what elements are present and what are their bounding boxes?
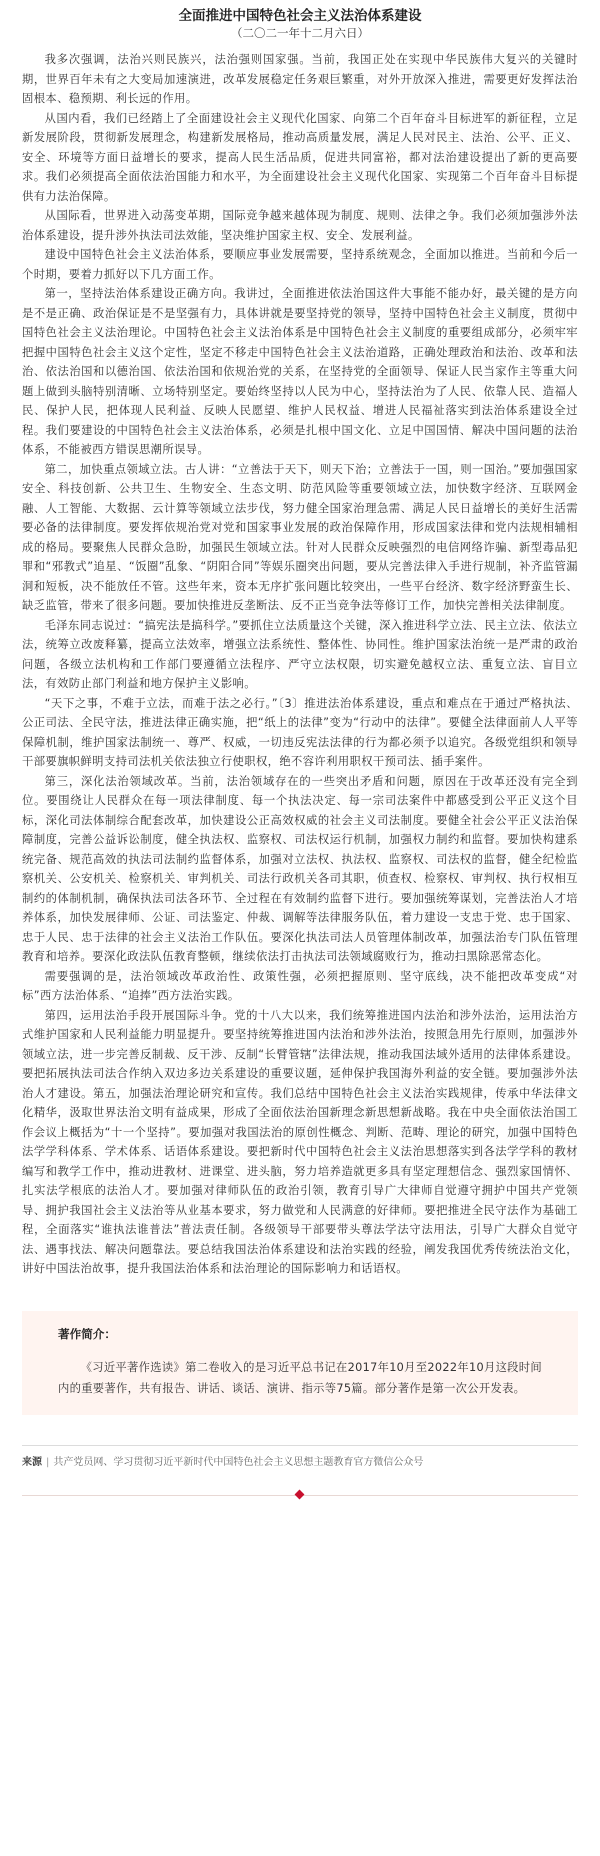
- paragraph: 需要强调的是，法治领域改革政治性、政策性强，必须把握原则、坚守底线，决不能把改革变成“对标”西方法治体系、“追捧”西方法治实践。: [22, 969, 578, 1002]
- article-body: [0, 50, 600, 1279]
- source-label: 来源: [22, 1456, 42, 1468]
- divider: [22, 1445, 578, 1446]
- source-text: 共产党员网、学习贯彻习近平新时代中国特色社会主义思想主题教育官方微信公众号: [53, 1456, 424, 1468]
- paragraph: 第四，运用法治手段开展国际斗争。党的十八大以来，我们统筹推进国内法治和涉外法治，运用法治方式维护国家和人民利益能力明显提升。要坚持统筹推进国内法治和涉外法治，按照急用先行原则，加强涉外领域立法，进一步完善反制裁、反干涉、反制“长臂管辖”法律法规，推动我国法域外适用的法律体系建设。要把拓展执法司法合作纳入双边多边关系建设的重要议题，延伸保护我国海外利益的安全链。要加强涉外法治人才建设。第五，加强法治理论研究和宣传。我们总结中国特色社会主义法治实践规律，传承中华法律文化精华，汲取世界法治文明有益成果，形成了全面依法治国新理念新思想新战略。我在中央全面依法治国工作会议上概括为“十一个坚持”。要加强对我国法治的原创性概念、判断、范畴、理论的研究，加强中国特色法学学科体系、学术体系、话语体系建设。要把新时代中国特色社会主义法治思想落实到各法学学科的教材编写和教学工作中，推动进教材、进课堂、进头脑，努力培养造就更多具有坚定理想信念、强烈家国情怀、扎实法学根底的法治人才。要加强对律师队伍的政治引领，教育引导广大律师自觉遵守拥护中国共产党领导、拥护我国社会主义法治等从业基本要求，努力做党和人民满意的好律师。要把推进全民守法作为基础工程，全面落实“谁执法谁普法”普法责任制。各级领导干部要带头尊法学法守法用法，引导广大群众自觉守法、遇事找法、解决问题靠法。要总结我国法治体系建设和法治实践的经验，阐发我国优秀传统法治文化，讲好中国法治故事，提升我国法治体系和法治理论的国际影响力和话语权。: [22, 1008, 578, 1275]
- book-intro-box: [22, 1311, 578, 1415]
- source-separator: |: [46, 1456, 50, 1468]
- paragraph: “天下之事，不难于立法，而难于法之必行。”〔3〕推进法治体系建设，重点和难点在于通过严格执法、公正司法、全民守法，推进法律正确实施，把“纸上的法律”变为“行动中的法律”。要健全法律面前人人平等保障机制，维护国家法制统一、尊严、权威，一切违反宪法法律的行为都必须予以追究。各级党组织和领导干部要旗帜鲜明支持司法机关依法独立行使职权，绝不容许利用职权干预司法、插手案件。: [22, 696, 578, 768]
- paragraph: 我多次强调，法治兴则民族兴，法治强则国家强。当前，我国正处在实现中华民族伟大复兴的关键时期，世界百年未有之大变局加速演进，改革发展稳定任务艰巨繁重，对外开放深入推进，需要更好发挥法治固根本、稳预期、利长远的作用。: [22, 53, 578, 105]
- book-intro-text: 《习近平著作选读》第二卷收入的是习近平总书记在2017年10月至2022年10月这段时间内的重要著作，共有报告、讲话、谈话、演讲、指示等75篇。部分著作是第一次公开发表。: [58, 1360, 542, 1395]
- book-intro-heading: 著作简介：: [58, 1326, 116, 1341]
- paragraph: 毛泽东同志说过：“搞宪法是搞科学。”要抓住立法质量这个关键，深入推进科学立法、民主立法、依法立法，统筹立改废释纂，提高立法效率，增强立法系统性、整体性、协同性。维护国家法治统一是严肃的政治问题，各级立法机构和工作部门要遵循立法程序、严守立法权限，切实避免越权立法、重复立法、盲目立法，有效防止部门利益和地方保护主义影响。: [22, 618, 578, 690]
- paragraph: 从国内看，我们已经踏上了全面建设社会主义现代化国家、向第二个百年奋斗目标进军的新征程，立足新发展阶段，贯彻新发展理念，构建新发展格局，推动高质量发展，满足人民对民主、法治、公平、正义、安全、环境等方面日益增长的要求，提高人民生活品质，促进共同富裕，都对法治建设提出了新的更高要求。我们必须提高全面依法治国能力和水平，为全面建设社会主义现代化国家、实现第二个百年奋斗目标提供有力法治保障。: [22, 111, 578, 203]
- diamond-icon: [295, 1489, 305, 1499]
- article-title: 全面推进中国特色社会主义法治体系建设: [178, 8, 422, 24]
- footer-ornament: [22, 1490, 578, 1500]
- article-date: （二〇二一年十二月六日）: [231, 26, 369, 40]
- paragraph: 从国际看，世界进入动荡变革期，国际竞争越来越体现为制度、规则、法律之争。我们必须加强涉外法治体系建设，提升涉外执法司法效能，坚决维护国家主权、安全、发展利益。: [22, 209, 578, 242]
- paragraph: 第二，加快重点领域立法。古人讲：“立善法于天下，则天下治；立善法于一国，则一国治。”要加强国家安全、科技创新、公共卫生、生物安全、生态文明、防范风险等重要领域立法，加快数字经济、互联网金融、人工智能、大数据、云计算等领域立法步伐，努力健全国家治理急需、满足人民日益增长的美好生活需要必备的法律制度。要发挥依规治党对党和国家事业发展的政治保障作用，形成国家法律和党内法规相辅相成的格局。要聚焦人民群众急盼，加强民生领域立法。针对人民群众反映强烈的电信网络诈骗、新型毒品犯罪和“邪教式”追星、“饭圈”乱象、“阴阳合同”等娱乐圈突出问题，要从完善法律入手进行规制，补齐监管漏洞和短板，决不能放任不管。这些年来，资本无序扩张问题比较突出，一些平台经济、数字经济野蛮生长、缺乏监管，带来了很多问题。要加快推进反垄断法、反不正当竞争法等修订工作，加快完善相关法律制度。: [22, 462, 578, 612]
- paragraph: 建设中国特色社会主义法治体系，要顺应事业发展需要，坚持系统观念，全面加以推进。当前和今后一个时期，要着力抓好以下几方面工作。: [22, 248, 578, 281]
- paragraph: 第一，坚持法治体系建设正确方向。我讲过，全面推进依法治国这件大事能不能办好，最关键的是方向是不是正确、政治保证是不是坚强有力，具体讲就是要坚持党的领导，坚持中国特色社会主义制度，贯彻中国特色社会主义法治理论。中国特色社会主义法治体系是中国特色社会主义制度的重要组成部分，必须牢牢把握中国特色社会主义这个定性，坚定不移走中国特色社会主义法治道路，正确处理政治和法治、改革和法治、依法治国和以德治国、依法治国和依规治党的关系，在坚持党的全面领导、保证人民当家作主等重大问题上做到头脑特别清晰、立场特别坚定。要始终坚持以人民为中心，坚持法治为了人民、依靠人民、造福人民、保护人民，把体现人民利益、反映人民愿望、维护人民权益、增进人民福祉落实到法治体系建设全过程。我们要建设的中国特色社会主义法治体系，必须是扎根中国文化、立足中国国情、解决中国问题的法治体系，不能被西方错误思潮所误导。: [22, 287, 578, 456]
- source-line: [22, 1456, 578, 1470]
- paragraph: 第三，深化法治领域改革。当前，法治领域存在的一些突出矛盾和问题，原因在于改革还没有完全到位。要围绕让人民群众在每一项法律制度、每一个执法决定、每一宗司法案件中都感受到公平正义这个目标，深化司法体制综合配套改革，加快建设公正高效权威的社会主义司法制度。要健全社会公平正义法治保障制度，完善公益诉讼制度，健全执法权、监察权、司法权运行机制，加强权力制约和监督。要加快构建系统完备、规范高效的执法司法制约监督体系，加强对立法权、执法权、监察权、司法权的监督，健全纪检监察机关、公安机关、检察机关、审判机关、司法行政机关各司其职，侦查权、检察权、审判权、执行权相互制约的体制机制，确保执法司法各环节、全过程在有效制约监督下进行。要加强统筹谋划，完善法治人才培养体系，加快发展律师、公证、司法鉴定、仲裁、调解等法律服务队伍，着力建设一支忠于党、忠于国家、忠于人民、忠于法律的社会主义法治工作队伍。要深化执法司法人员管理体制改革，加强法治专门队伍管理教育和培养。要深化政法队伍教育整顿，继续依法打击执法司法领域腐败行为，推动扫黑除恶常态化。: [22, 774, 578, 963]
